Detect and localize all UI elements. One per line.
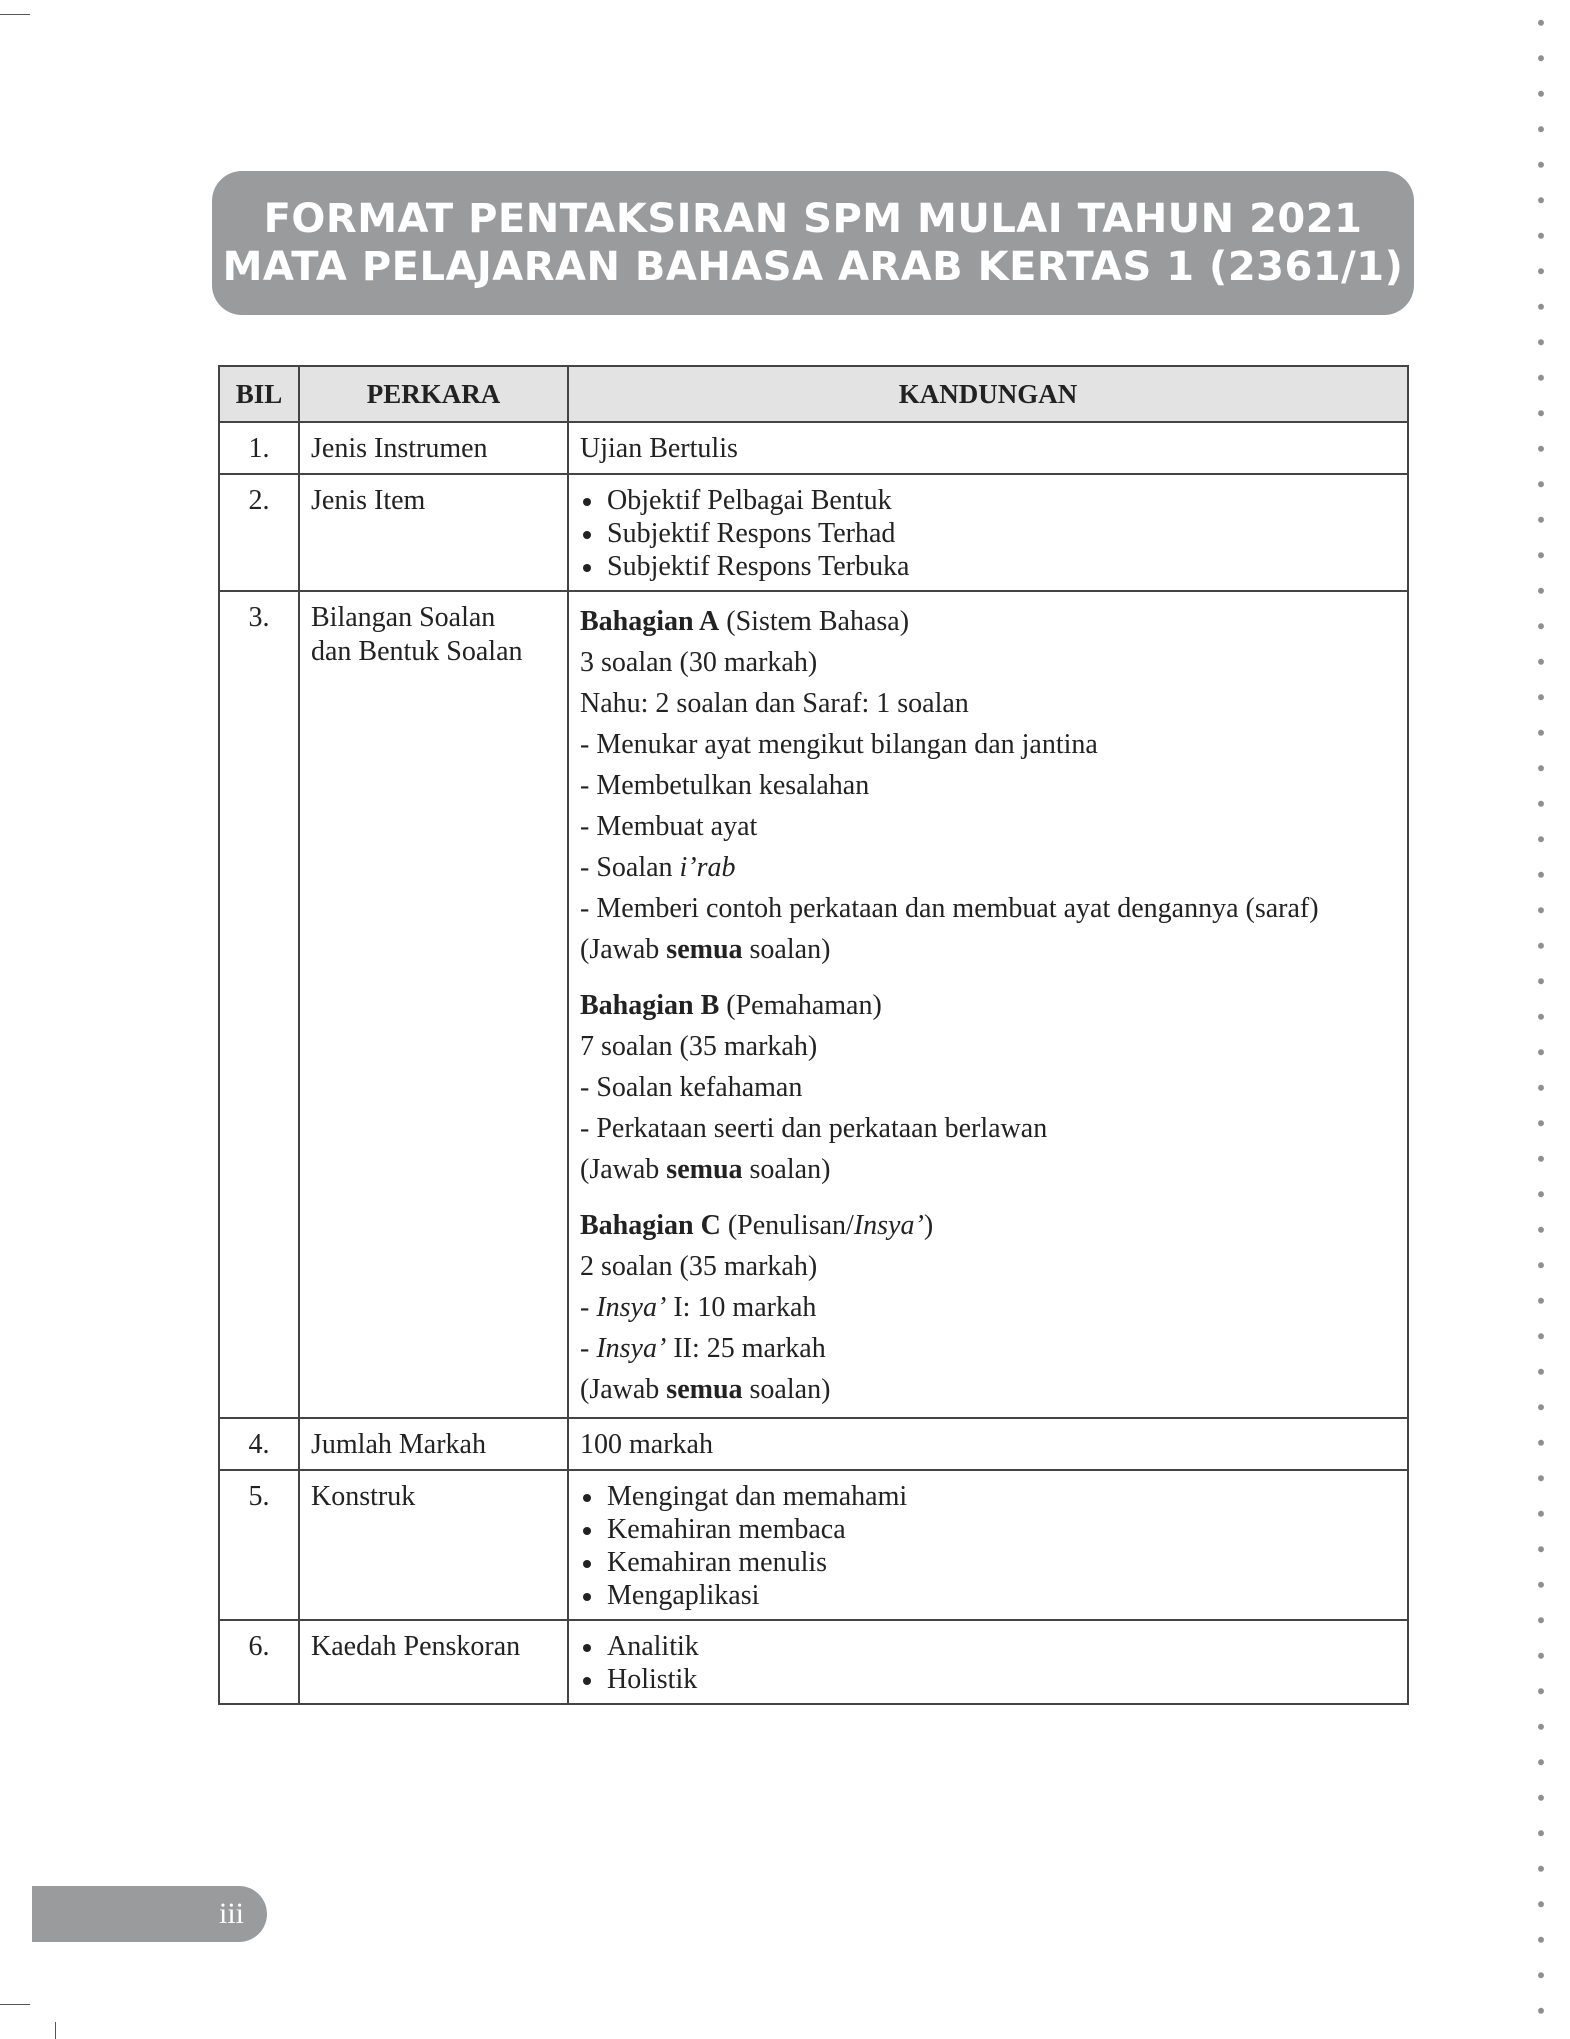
section-heading: Bahagian C (Penulisan/Insya’) — [580, 1210, 934, 1241]
title-line-1: FORMAT PENTAKSIRAN SPM MULAI TAHUN 2021 — [263, 196, 1363, 242]
row-kandungan — [568, 1470, 1408, 1620]
table-row — [219, 1620, 1408, 1704]
row-kandungan: 100 markah — [568, 1418, 1408, 1470]
section-line: - Membetulkan kesalahan — [580, 770, 870, 801]
bullet-list — [580, 1630, 1396, 1696]
section-bahagian-c — [580, 1205, 1396, 1410]
row-perkara — [299, 591, 568, 1418]
row-number: 5. — [219, 1470, 299, 1620]
section-heading: Bahagian B (Pemahaman) — [580, 990, 882, 1021]
row-kandungan — [568, 591, 1408, 1418]
table-row — [219, 474, 1408, 591]
list-item: Mengingat dan memahami — [580, 1480, 1396, 1513]
table-row — [219, 1418, 1408, 1470]
table-row — [219, 422, 1408, 474]
section-line: Nahu: 2 soalan dan Saraf: 1 soalan — [580, 688, 969, 719]
format-table — [218, 365, 1409, 1705]
list-item: Kemahiran membaca — [580, 1513, 1396, 1546]
title-line-2: MATA PELAJARAN BAHASA ARAB KERTAS 1 (2361/1) — [222, 244, 1404, 290]
list-item: Kemahiran menulis — [580, 1546, 1396, 1579]
row-number: 6. — [219, 1620, 299, 1704]
perkara-line: Bilangan Soalan — [311, 602, 496, 633]
row-kandungan: Ujian Bertulis — [568, 422, 1408, 474]
table-header-row — [219, 366, 1408, 422]
row-perkara: Jenis Instrumen — [299, 422, 568, 474]
list-item: Mengaplikasi — [580, 1579, 1396, 1612]
row-number: 3. — [219, 591, 299, 1418]
row-perkara: Konstruk — [299, 1470, 568, 1620]
header-bil: BIL — [219, 366, 299, 422]
section-count: 7 soalan (35 markah) — [580, 1031, 818, 1062]
crop-mark — [55, 2022, 56, 2039]
section-line: - Membuat ayat — [580, 811, 758, 842]
list-item: Subjektif Respons Terhad — [580, 517, 1396, 550]
header-perkara: PERKARA — [299, 366, 568, 422]
section-bahagian-a — [580, 601, 1396, 970]
section-line: - Soalan kefahaman — [580, 1072, 803, 1103]
list-item: Analitik — [580, 1630, 1396, 1663]
row-kandungan — [568, 1620, 1408, 1704]
section-line: - Menukar ayat mengikut bilangan dan jantina — [580, 729, 1098, 760]
row-perkara: Jenis Item — [299, 474, 568, 591]
row-perkara: Jumlah Markah — [299, 1418, 568, 1470]
list-item: Subjektif Respons Terbuka — [580, 550, 1396, 583]
list-item: Holistik — [580, 1663, 1396, 1696]
page-number: iii — [218, 1897, 244, 1930]
binding-dots — [1536, 0, 1546, 2039]
section-line: - Memberi contoh perkataan dan membuat ayat dengannya (saraf) — [580, 893, 1319, 924]
page-title-banner — [212, 171, 1414, 315]
row-number: 2. — [219, 474, 299, 591]
section-count: 2 soalan (35 markah) — [580, 1251, 818, 1282]
table-row — [219, 591, 1408, 1418]
section-line: - Soalan i’rab — [580, 852, 736, 883]
list-item: Objektif Pelbagai Bentuk — [580, 484, 1396, 517]
row-number: 1. — [219, 422, 299, 474]
section-instruction: (Jawab semua soalan) — [580, 1154, 831, 1185]
row-kandungan — [568, 474, 1408, 591]
header-kandungan: KANDUNGAN — [568, 366, 1408, 422]
crop-mark — [0, 2004, 30, 2005]
bullet-list — [580, 484, 1396, 583]
bullet-list — [580, 1480, 1396, 1612]
table-row — [219, 1470, 1408, 1620]
section-instruction: (Jawab semua soalan) — [580, 934, 831, 965]
section-instruction: (Jawab semua soalan) — [580, 1374, 831, 1405]
row-perkara: Kaedah Penskoran — [299, 1620, 568, 1704]
section-bahagian-b — [580, 985, 1396, 1190]
crop-mark — [0, 14, 30, 15]
section-heading: Bahagian A (Sistem Bahasa) — [580, 606, 910, 637]
row-number: 4. — [219, 1418, 299, 1470]
section-line: - Insya’ I: 10 markah — [580, 1292, 817, 1323]
section-count: 3 soalan (30 markah) — [580, 647, 818, 678]
page-number-tab — [32, 1886, 267, 1942]
perkara-line: dan Bentuk Soalan — [311, 636, 523, 667]
section-line: - Perkataan seerti dan perkataan berlawan — [580, 1113, 1048, 1144]
section-line: - Insya’ II: 25 markah — [580, 1333, 826, 1364]
